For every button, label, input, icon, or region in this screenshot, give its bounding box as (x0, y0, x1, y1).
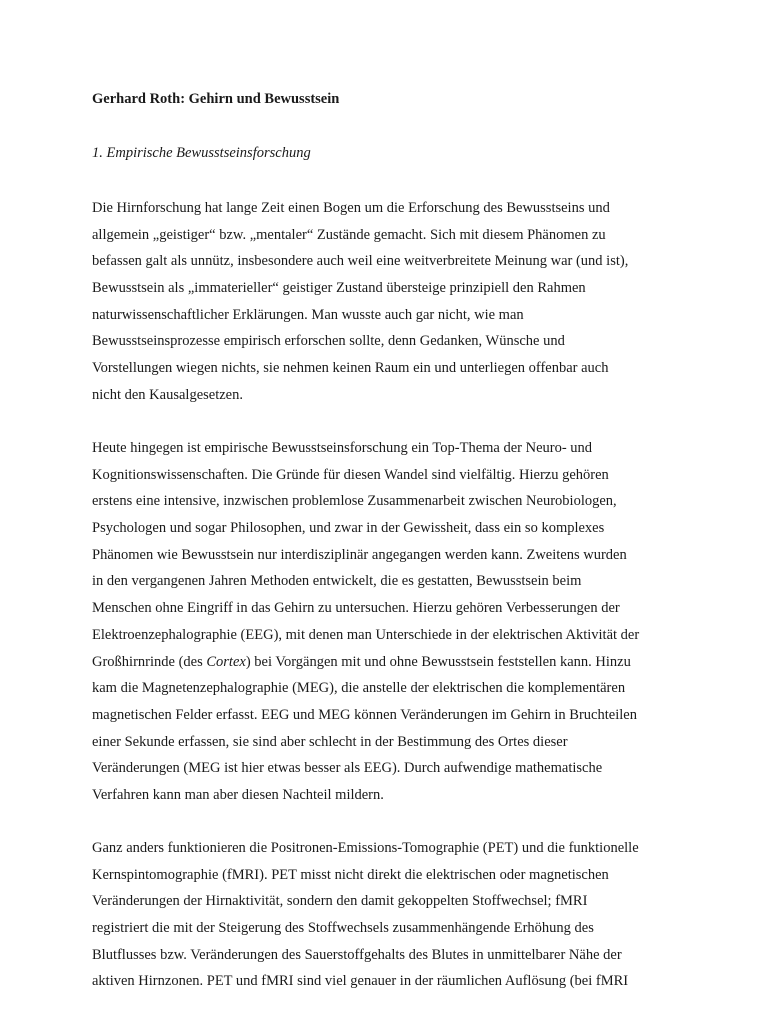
paragraph-3 (92, 835, 692, 995)
text-line: allgemein „geistiger“ bzw. „mentaler“ Zustände gemacht. Sich mit diesem Phänomen zu (92, 226, 606, 243)
text-line: Veränderungen der Hirnaktivität, sondern den damit gekoppelten Stoffwechsel; fMRI (92, 893, 588, 910)
text-line: Bewusstseinsprozesse empirisch erforschen sollte, denn Gedanken, Wünsche und (92, 333, 565, 350)
text-line: befassen galt als unnütz, insbesondere auch weil eine weitverbreitete Meinung war (und ist), (92, 253, 629, 270)
text-line: Blutflusses bzw. Veränderungen des Sauerstoffgehalts des Blutes in unmittelbarer Nähe der (92, 946, 622, 963)
text-line: Veränderungen (MEG ist hier etwas besser als EEG). Durch aufwendige mathematische (92, 760, 603, 777)
text-line: einer Sekunde erfassen, sie sind aber schlecht in der Bestimmung des Ortes dieser (92, 733, 568, 750)
italic-term: Cortex (206, 653, 246, 670)
text-line: aktiven Hirnzonen. PET und fMRI sind viel genauer in der räumlichen Auflösung (bei fMRI (92, 973, 629, 990)
text-line: Ganz anders funktionieren die Positronen-Emissions-Tomographie (PET) und die funktionelle (92, 840, 639, 856)
text-line: in den vergangenen Jahren Methoden entwickelt, die es gestatten, Bewusstsein beim (92, 573, 582, 590)
text-segment: ) bei Vorgängen mit und ohne Bewusstsein feststellen kann. Hinzu (245, 653, 631, 670)
text-line: Vorstellungen wiegen nichts, sie nehmen keinen Raum ein und unterliegen offenbar auch (92, 360, 609, 377)
text-line: naturwissenschaftlicher Erklärungen. Man wusste auch gar nicht, wie man (92, 306, 524, 323)
text-line: kam die Magnetenzephalographie (MEG), die anstelle der elektrischen die komplementären (92, 680, 626, 697)
text-line: Heute hingegen ist empirische Bewusstseinsforschung ein Top-Thema der Neuro- und (92, 440, 593, 456)
text-line: Kernspintomographie (fMRI). PET misst nicht direkt die elektrischen oder magnetischen (92, 866, 609, 883)
text-line: registriert die mit der Steigerung des Stoffwechsels zusammenhängende Erhöhung des (92, 920, 594, 937)
text-line: Menschen ohne Eingriff in das Gehirn zu untersuchen. Hierzu gehören Verbesserungen der (92, 600, 620, 617)
text-line: erstens eine intensive, inzwischen problemlose Zusammenarbeit zwischen Neurobiologen, (92, 493, 617, 510)
text-line: Die Hirnforschung hat lange Zeit einen Bogen um die Erforschung des Bewusstseins und (92, 200, 610, 216)
document-title: Gerhard Roth: Gehirn und Bewusstsein (92, 91, 340, 107)
paragraph-2 (92, 435, 692, 809)
text-line: Kognitionswissenschaften. Die Gründe für diesen Wandel sind vielfältig. Hierzu gehören (92, 466, 609, 483)
text-line: Verfahren kann man aber diesen Nachteil mildern. (92, 786, 384, 803)
text-line: Bewusstsein als „immaterieller“ geistiger Zustand übersteige prinzipiell den Rahmen (92, 280, 586, 297)
text-line: Elektroenzephalographie (EEG), mit denen man Unterschiede in der elektrischen Aktivität der (92, 626, 640, 643)
text-line: Phänomen wie Bewusstsein nur interdisziplinär angegangen werden kann. Zweitens wurden (92, 546, 627, 563)
text-line-with-italic (92, 649, 692, 676)
paragraph-1 (92, 195, 692, 409)
section-heading: 1. Empirische Bewusstseinsforschung (92, 145, 311, 161)
text-line: Psychologen und sogar Philosophen, und zwar in der Gewissheit, dass ein so komplexes (92, 520, 605, 537)
text-segment: Großhirnrinde (des (92, 653, 207, 670)
text-line: nicht den Kausalgesetzen. (92, 386, 243, 403)
text-line: magnetischen Felder erfasst. EEG und MEG können Veränderungen im Gehirn in Bruchteilen (92, 706, 637, 723)
